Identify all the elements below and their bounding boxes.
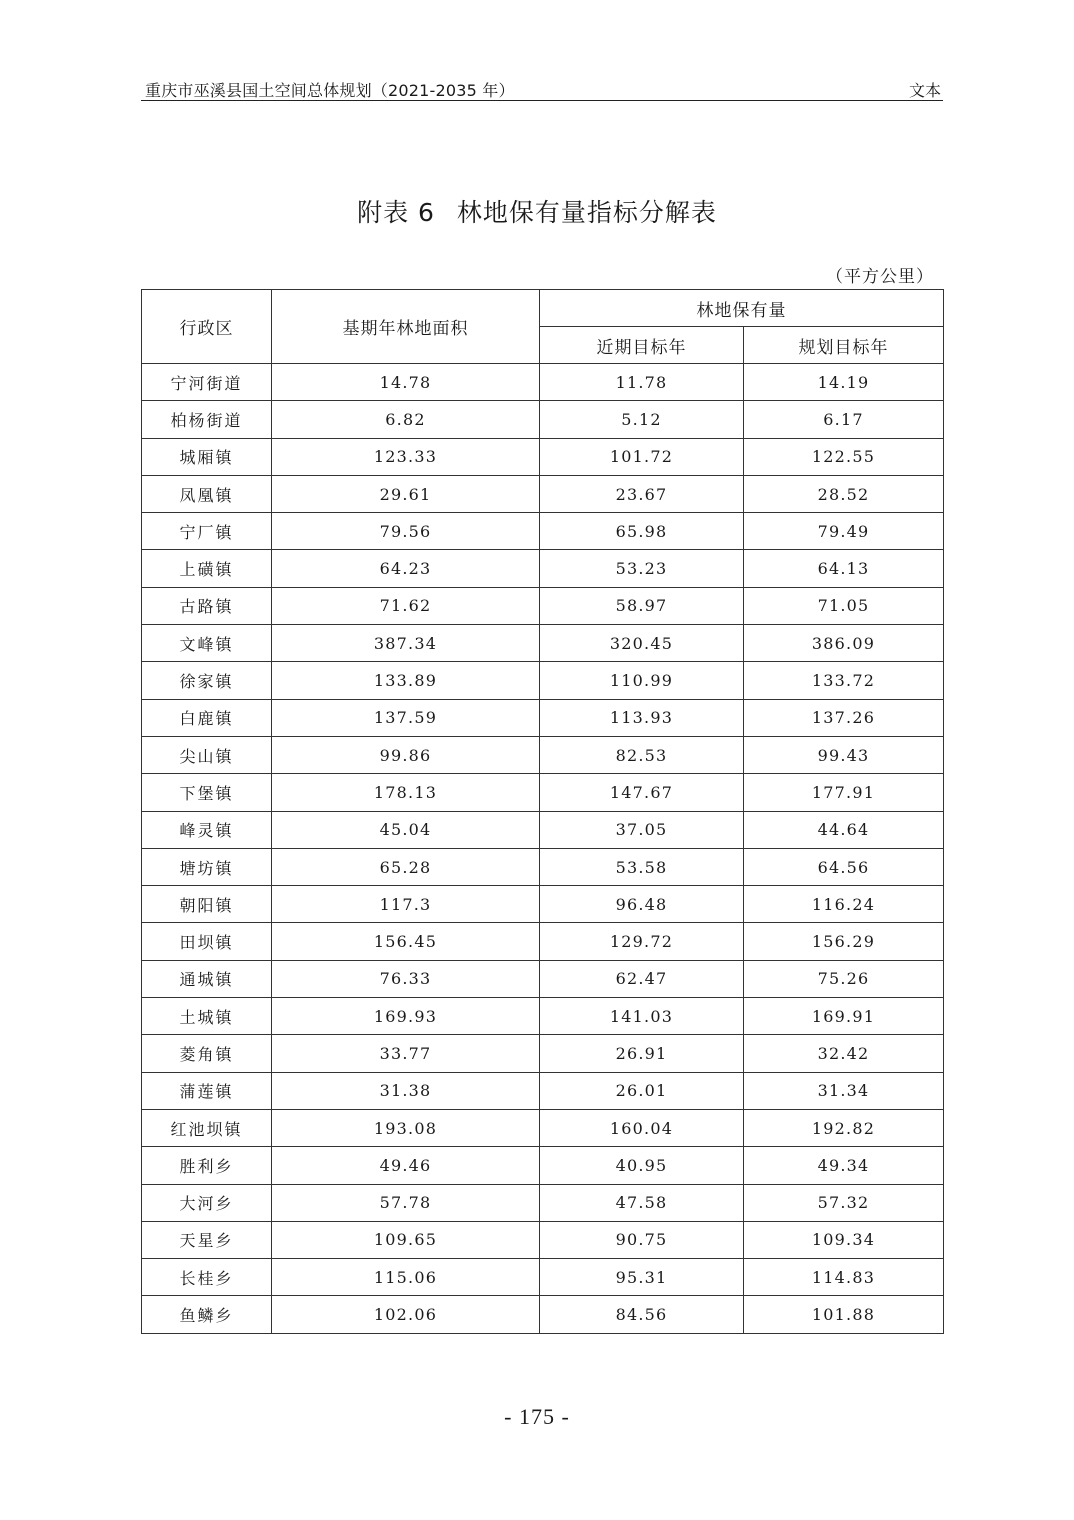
cell-region: 城厢镇 xyxy=(142,438,272,475)
cell-near: 320.45 xyxy=(540,625,744,662)
table-row xyxy=(142,1109,944,1146)
header-forest-retention: 林地保有量 xyxy=(540,290,944,327)
cell-plan: 386.09 xyxy=(744,625,944,662)
cell-plan: 101.88 xyxy=(744,1296,944,1333)
cell-plan: 28.52 xyxy=(744,475,944,512)
cell-region: 长桂乡 xyxy=(142,1259,272,1296)
cell-plan: 177.91 xyxy=(744,774,944,811)
cell-region: 蒲莲镇 xyxy=(142,1072,272,1109)
cell-region: 天星乡 xyxy=(142,1221,272,1258)
cell-base: 156.45 xyxy=(272,923,540,960)
cell-near: 58.97 xyxy=(540,587,744,624)
cell-plan: 6.17 xyxy=(744,401,944,438)
cell-near: 90.75 xyxy=(540,1221,744,1258)
cell-region: 尖山镇 xyxy=(142,736,272,773)
cell-near: 26.91 xyxy=(540,1035,744,1072)
header-plan-term: 规划目标年 xyxy=(744,327,944,364)
cell-near: 82.53 xyxy=(540,736,744,773)
document-name: 重庆市巫溪县国土空间总体规划（2021-2035 年） xyxy=(145,81,515,100)
table-number: 附表 6 xyxy=(357,198,435,227)
table-row xyxy=(142,1184,944,1221)
cell-region: 土城镇 xyxy=(142,998,272,1035)
cell-near: 23.67 xyxy=(540,475,744,512)
cell-plan: 71.05 xyxy=(744,587,944,624)
cell-base: 64.23 xyxy=(272,550,540,587)
cell-near: 129.72 xyxy=(540,923,744,960)
cell-near: 47.58 xyxy=(540,1184,744,1221)
cell-region: 红池坝镇 xyxy=(142,1109,272,1146)
cell-base: 45.04 xyxy=(272,811,540,848)
cell-region: 宁厂镇 xyxy=(142,513,272,550)
cell-base: 31.38 xyxy=(272,1072,540,1109)
unit-note: （平方公里） xyxy=(826,267,934,287)
cell-base: 99.86 xyxy=(272,736,540,773)
cell-plan: 44.64 xyxy=(744,811,944,848)
section-label: 文本 xyxy=(908,81,941,100)
cell-base: 178.13 xyxy=(272,774,540,811)
cell-region: 下堡镇 xyxy=(142,774,272,811)
cell-plan: 14.19 xyxy=(744,364,944,401)
cell-near: 147.67 xyxy=(540,774,744,811)
cell-base: 123.33 xyxy=(272,438,540,475)
cell-near: 95.31 xyxy=(540,1259,744,1296)
table-row xyxy=(142,625,944,662)
cell-region: 徐家镇 xyxy=(142,662,272,699)
table-row xyxy=(142,1072,944,1109)
cell-plan: 64.13 xyxy=(744,550,944,587)
cell-base: 169.93 xyxy=(272,998,540,1035)
cell-base: 137.59 xyxy=(272,699,540,736)
table-row xyxy=(142,662,944,699)
cell-region: 大河乡 xyxy=(142,1184,272,1221)
cell-plan: 156.29 xyxy=(744,923,944,960)
cell-near: 37.05 xyxy=(540,811,744,848)
table-row xyxy=(142,475,944,512)
cell-near: 53.58 xyxy=(540,848,744,885)
cell-near: 141.03 xyxy=(540,998,744,1035)
cell-region: 峰灵镇 xyxy=(142,811,272,848)
cell-plan: 32.42 xyxy=(744,1035,944,1072)
table-row xyxy=(142,1296,944,1333)
cell-base: 14.78 xyxy=(272,364,540,401)
cell-base: 193.08 xyxy=(272,1109,540,1146)
cell-base: 109.65 xyxy=(272,1221,540,1258)
cell-region: 古路镇 xyxy=(142,587,272,624)
table-row xyxy=(142,364,944,401)
table-row xyxy=(142,438,944,475)
cell-region: 朝阳镇 xyxy=(142,886,272,923)
cell-base: 115.06 xyxy=(272,1259,540,1296)
cell-base: 76.33 xyxy=(272,960,540,997)
table-name: 林地保有量指标分解表 xyxy=(456,198,717,227)
header-base-area: 基期年林地面积 xyxy=(272,290,540,364)
cell-plan: 116.24 xyxy=(744,886,944,923)
cell-plan: 122.55 xyxy=(744,438,944,475)
table-row xyxy=(142,1035,944,1072)
cell-plan: 57.32 xyxy=(744,1184,944,1221)
cell-plan: 75.26 xyxy=(744,960,944,997)
cell-plan: 169.91 xyxy=(744,998,944,1035)
cell-base: 79.56 xyxy=(272,513,540,550)
cell-base: 6.82 xyxy=(272,401,540,438)
cell-plan: 79.49 xyxy=(744,513,944,550)
cell-near: 84.56 xyxy=(540,1296,744,1333)
table-row xyxy=(142,886,944,923)
cell-base: 102.06 xyxy=(272,1296,540,1333)
cell-plan: 49.34 xyxy=(744,1147,944,1184)
table-row xyxy=(142,1147,944,1184)
cell-region: 凤凰镇 xyxy=(142,475,272,512)
table-row xyxy=(142,1221,944,1258)
cell-plan: 192.82 xyxy=(744,1109,944,1146)
table-row xyxy=(142,513,944,550)
table-row xyxy=(142,736,944,773)
cell-region: 文峰镇 xyxy=(142,625,272,662)
table-row xyxy=(142,923,944,960)
table-row xyxy=(142,848,944,885)
cell-region: 菱角镇 xyxy=(142,1035,272,1072)
table-row xyxy=(142,550,944,587)
cell-near: 53.23 xyxy=(540,550,744,587)
cell-base: 71.62 xyxy=(272,587,540,624)
cell-near: 65.98 xyxy=(540,513,744,550)
table-row xyxy=(142,998,944,1035)
cell-plan: 137.26 xyxy=(744,699,944,736)
cell-base: 49.46 xyxy=(272,1147,540,1184)
page-title xyxy=(0,193,1074,229)
table-row xyxy=(142,960,944,997)
cell-near: 96.48 xyxy=(540,886,744,923)
cell-plan: 133.72 xyxy=(744,662,944,699)
cell-base: 117.3 xyxy=(272,886,540,923)
cell-plan: 99.43 xyxy=(744,736,944,773)
cell-region: 胜利乡 xyxy=(142,1147,272,1184)
allocation-table xyxy=(141,289,944,1334)
cell-region: 宁河街道 xyxy=(142,364,272,401)
table-row xyxy=(142,699,944,736)
cell-near: 40.95 xyxy=(540,1147,744,1184)
cell-base: 387.34 xyxy=(272,625,540,662)
table-row xyxy=(142,401,944,438)
table-row xyxy=(142,1259,944,1296)
cell-base: 29.61 xyxy=(272,475,540,512)
page-number: - 175 - xyxy=(504,1404,570,1429)
cell-base: 65.28 xyxy=(272,848,540,885)
cell-plan: 31.34 xyxy=(744,1072,944,1109)
cell-near: 101.72 xyxy=(540,438,744,475)
cell-near: 160.04 xyxy=(540,1109,744,1146)
cell-region: 鱼鳞乡 xyxy=(142,1296,272,1333)
header-region: 行政区 xyxy=(142,290,272,364)
table-row xyxy=(142,811,944,848)
running-header xyxy=(141,74,943,101)
table-row xyxy=(142,774,944,811)
cell-near: 5.12 xyxy=(540,401,744,438)
cell-base: 57.78 xyxy=(272,1184,540,1221)
cell-base: 133.89 xyxy=(272,662,540,699)
header-near-term: 近期目标年 xyxy=(540,327,744,364)
cell-region: 柏杨街道 xyxy=(142,401,272,438)
cell-base: 33.77 xyxy=(272,1035,540,1072)
cell-near: 11.78 xyxy=(540,364,744,401)
cell-near: 113.93 xyxy=(540,699,744,736)
cell-near: 110.99 xyxy=(540,662,744,699)
cell-near: 26.01 xyxy=(540,1072,744,1109)
cell-plan: 114.83 xyxy=(744,1259,944,1296)
cell-region: 通城镇 xyxy=(142,960,272,997)
cell-region: 白鹿镇 xyxy=(142,699,272,736)
cell-near: 62.47 xyxy=(540,960,744,997)
cell-region: 塘坊镇 xyxy=(142,848,272,885)
table-body xyxy=(142,364,944,1334)
cell-plan: 109.34 xyxy=(744,1221,944,1258)
cell-plan: 64.56 xyxy=(744,848,944,885)
cell-region: 田坝镇 xyxy=(142,923,272,960)
table-row xyxy=(142,587,944,624)
cell-region: 上磺镇 xyxy=(142,550,272,587)
